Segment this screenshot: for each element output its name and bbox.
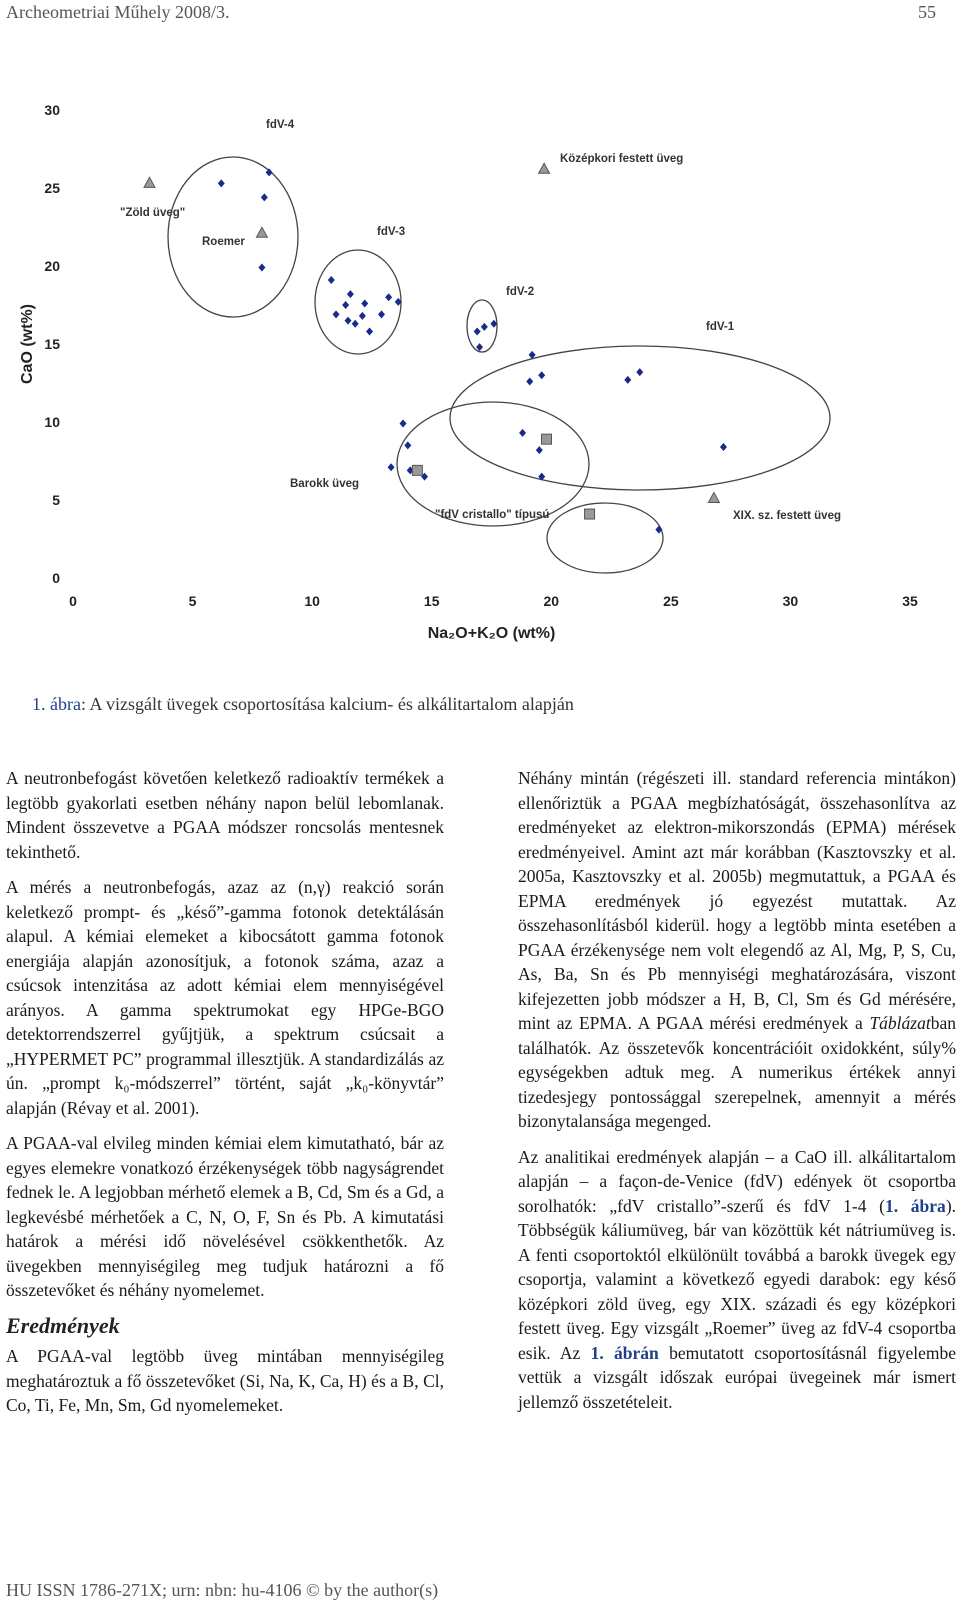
data-point-diamond xyxy=(378,310,385,318)
paragraph: A neutronbefogást követően keletkező radioaktív termékek a legtöbb gyakorlati esetben néhány napon belül lebomlanak. Mindent összevetve a PGAA módszer roncsolás mentesnek tekinthető. xyxy=(6,768,444,862)
data-point-diamond xyxy=(345,317,352,325)
y-tick-label: 15 xyxy=(44,336,60,352)
y-tick-label: 30 xyxy=(44,102,60,118)
data-point-diamond xyxy=(655,526,662,534)
y-tick-label: 10 xyxy=(44,414,60,430)
group-ellipse xyxy=(547,503,663,573)
data-point-diamond xyxy=(333,310,340,318)
group-label: Roemer xyxy=(202,236,245,248)
data-point-diamond xyxy=(342,301,349,309)
x-tick-label: 25 xyxy=(663,593,679,609)
figure-reference: 1. ábra xyxy=(885,1195,946,1216)
group-label: Középkori festett üveg xyxy=(560,153,684,165)
x-tick-label: 5 xyxy=(188,593,197,609)
data-point-diamond xyxy=(347,290,354,298)
chart-axes xyxy=(19,102,918,642)
group-labels xyxy=(120,119,841,522)
data-point-diamond xyxy=(359,312,366,320)
text-run: bemutatott csoportosításnál figyelembe vettük a vizsgált időszak európai üvegeinek már ismert jellemző összetételeit. xyxy=(518,1342,956,1412)
data-point-diamond xyxy=(388,463,395,471)
data-point-diamond xyxy=(258,264,265,272)
data-point-triangle xyxy=(144,177,155,187)
x-tick-label: 35 xyxy=(902,593,918,609)
data-point-diamond xyxy=(474,328,481,336)
data-point-diamond xyxy=(261,193,268,201)
data-point-diamond xyxy=(536,446,543,454)
x-tick-label: 30 xyxy=(782,593,799,609)
italic-text: Táblázat xyxy=(869,1013,931,1033)
figure-label: 1. ábra xyxy=(32,694,81,714)
data-point-triangle xyxy=(256,227,267,237)
page-number: 55 xyxy=(918,2,936,22)
data-point-square xyxy=(412,465,422,475)
x-axis-label: Na₂O+K₂O (wt%) xyxy=(427,625,556,642)
page-header xyxy=(6,0,936,24)
data-point-diamond xyxy=(636,368,643,376)
y-axis-label: CaO (wt%) xyxy=(19,304,36,384)
caption-text: : A vizsgált üvegek csoportosítása kalcium- és alkálitartalom alapján xyxy=(80,694,574,714)
data-point-diamond xyxy=(624,376,631,384)
figure-reference: 1. ábrán xyxy=(590,1342,659,1363)
data-point-triangle xyxy=(708,492,719,502)
group-label: XIX. sz. festett üveg xyxy=(733,510,842,522)
group-label: fdV-1 xyxy=(706,321,735,333)
y-tick-label: 20 xyxy=(44,258,60,274)
chart-points xyxy=(144,163,727,533)
data-point-diamond xyxy=(385,293,392,301)
paragraph xyxy=(518,1145,956,1415)
left-column xyxy=(6,766,444,1429)
group-label: Barokk üveg xyxy=(290,478,360,490)
group-label: fdV-4 xyxy=(266,119,295,131)
data-point-triangle xyxy=(539,163,550,173)
figure-caption xyxy=(32,694,574,715)
group-label: "fdV cristallo" típusú xyxy=(435,509,550,521)
data-point-diamond xyxy=(538,371,545,379)
y-tick-label: 5 xyxy=(52,492,60,508)
group-ellipse xyxy=(315,250,401,354)
data-point-square xyxy=(542,434,552,444)
text-run: ban találhatók. Az összetevők koncentrációit oxidokként, súly% egységekben adtuk meg. A numerikus értékek annyi tizedesjegy pontossággal szerepelnek, amennyit a mérés bizonytalansága megenged. xyxy=(518,1013,956,1131)
journal-title: Archeometriai Műhely 2008/3. xyxy=(6,2,230,22)
paragraph: A mérés a neutronbefogás, azaz az (n,γ) reakció során keletkező prompt- és „késő”-gamma fotonok detektálásán alapul. A kémiai elemeket a kibocsátott gamma fotonok energiája alapján azonosítjuk, a fotonok száma, azaz a csúcsok intenzitása az adott kémiai elem mennyiségével arányos. A gamma spektrumokat egy HPGe-BGO detektorrendszerrel gyűjtjük, a spektrum csúcsait a „HYPERMET PC” programmal illesztjük. A standardizálás az ún. „prompt k₀-módszerrel” történt, saját „k₀-könyvtár” alapján (Révay et al. 2001). xyxy=(6,877,444,1118)
x-tick-label: 20 xyxy=(543,593,560,609)
text-run: Néhány mintán (régészeti ill. standard referencia mintákon) ellenőriztük a PGAA megbízhatóságát, összehasonlítva az eredményeket az elektron-mikorszondás (EPMA) mérések eredményeivel. Amint azt már korábban (Kasztovszky et al. 2005a, Kasztovszky et al. 2005b) megmutattuk, a PGAA és EPMA eredmények jó egyezést mutattak. Az összehasonlításból kiderül. hogy a legtöbb minta esetében a PGAA érzékenysége nem volt elegendő az Al, Mg, P, S, Cu, As, Ba, Sn és Pb mennyiségi meghatározására, viszont kifejezetten jobb módszer a H, B, Cl, Sm és Gd mérésére, mint az EPMA. A PGAA mérési eredmények a xyxy=(518,768,956,1033)
paragraph: A PGAA-val legtöbb üveg mintában mennyiségileg meghatároztuk a fő összetevőket (Si, Na, K, Ca, H) és a B, Cl, Co, Ti, Fe, Mn, Sm, Gd nyomelemeket. xyxy=(6,1346,444,1415)
data-point-diamond xyxy=(328,276,335,284)
group-ellipse xyxy=(450,346,830,490)
x-tick-label: 0 xyxy=(69,593,77,609)
x-tick-label: 10 xyxy=(304,593,320,609)
data-point-diamond xyxy=(526,377,533,385)
y-tick-label: 25 xyxy=(44,180,60,196)
data-point-diamond xyxy=(218,179,225,187)
y-tick-label: 0 xyxy=(52,570,60,586)
data-point-diamond xyxy=(266,168,273,176)
data-point-diamond xyxy=(404,441,411,449)
data-point-diamond xyxy=(366,328,373,336)
paragraph xyxy=(518,766,956,1134)
text-run: ). Többségük káliumüveg, bár van közöttük két nátriumüveg is. A fenti csoportoktól elkülönült továbbá a barokk üvegek egy csoportja, valamint a következő egyedi darabok: egy késő középkori zöld üveg, egy XIX. századi és egy középkori festett üveg. Egy vizsgált „Roemer” üveg az fdV-4 csoportba esik. Az xyxy=(518,1195,957,1363)
section-heading: Eredmények xyxy=(6,1312,120,1338)
data-point-diamond xyxy=(481,323,488,331)
data-point-diamond xyxy=(519,429,526,437)
text-run: Az analitikai eredmények alapján – a CaO ill. alkálitartalom alapján – a façon-de-Venice (fdV) edények öt csoportba sorolhatók: „fdV cristallo”-szerű és fdV 1-4 ( xyxy=(518,1146,956,1216)
group-label: fdV-2 xyxy=(506,286,535,298)
group-label: fdV-3 xyxy=(377,226,406,238)
x-tick-label: 15 xyxy=(423,593,440,609)
data-point-diamond xyxy=(720,443,727,451)
group-label: "Zöld üveg" xyxy=(120,207,186,219)
data-point-diamond xyxy=(400,420,407,428)
data-point-square xyxy=(585,509,595,519)
scatter-chart xyxy=(0,90,960,680)
data-point-diamond xyxy=(352,320,359,328)
right-column xyxy=(518,766,956,1425)
page-footer: HU ISSN 1786-271X; urn: nbn: hu-4106 © by the author(s) xyxy=(6,1580,439,1600)
paragraph: A PGAA-val elvileg minden kémiai elem kimutatható, bár az egyes elemekre vonatkozó érzékenységek több nagyságrendet fednek le. A legjobban mérhető elemek a B, Cd, Sm és a Gd, a legkevésbé mérhetőek a C, N, O, F, Sn és Pb. A kimutatási határok a mérési idő növelésével csökkenthetők. Az üvegekben mennyiségileg meg tudjuk határozni a fő összetevőket és néhány nyomelemet. xyxy=(6,1133,444,1300)
data-point-diamond xyxy=(361,299,368,307)
